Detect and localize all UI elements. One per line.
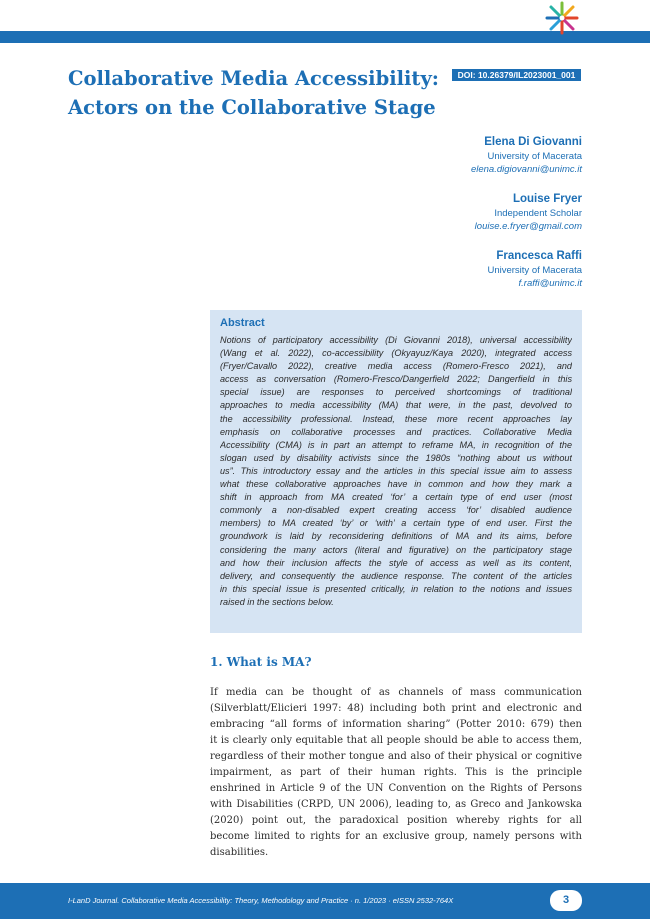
author-email-link[interactable]: f.raffi@unimc.it: [518, 278, 582, 289]
body-line: embracing “all forms of information sharing” (Potter 2010: 679) then: [210, 718, 582, 730]
abstract-line: raised in the sections below.: [220, 596, 334, 607]
abstract-line: delivery, and consequently the audience response. The content of the articles: [220, 570, 572, 581]
body-line: disabilities.: [210, 846, 269, 858]
author-affiliation: Independent Scholar: [494, 208, 582, 219]
abstract-line: what these collaborative approaches have in common and how they mark a: [220, 479, 572, 490]
abstract-line: in this special issue is presented critically, in relation to the notions and issues: [220, 583, 572, 594]
doi-badge: DOI: 10.26379/IL2023001_001: [452, 69, 581, 81]
body-line: (Silverblatt/Elicieri 1997: 48) including both print and electronic and: [210, 702, 582, 714]
author-name: Elena Di Giovanni: [484, 136, 582, 148]
author-name: Louise Fryer: [512, 193, 582, 205]
abstract-line: Notions of participatory accessibility (Di Giovanni 2018), universal accessibility: [220, 335, 572, 345]
abstract-line: (Fryer/Cavallo 2022), creative media access (Romero-Fresco 2021), and: [220, 361, 572, 372]
author-affiliation: University of Macerata: [487, 265, 582, 276]
page-number-badge: 3: [550, 890, 582, 911]
author-email-link[interactable]: elena.digiovanni@unimc.it: [470, 164, 582, 175]
author-name: Francesca Raffi: [496, 250, 582, 262]
abstract-line: emphasis on collaborative processes and practices. Collaborative Media: [220, 426, 572, 437]
author-email-link[interactable]: louise.e.fryer@gmail.com: [474, 221, 582, 232]
title-line: Actors on the Collaborative Stage: [68, 96, 436, 119]
author-list: [282, 134, 582, 305]
abstract-line: us”. This introductory essay and the articles in this special issue aim to assess: [220, 465, 572, 476]
abstract-line: access as conversation (Romero-Fresco/Dangerfield 2022; Dangerfield in this: [220, 374, 572, 385]
author-block: [282, 248, 582, 290]
body-line: enshrined in Article 9 of the UN Convention on the Rights of Persons: [210, 782, 582, 794]
section-body: [210, 685, 582, 860]
abstract-line: commonly a non-disabled expert creating access ‘for’ disabled audience: [220, 505, 572, 516]
body-line: with Disabilities (CRPD, UN 2006), leading to, as Greco and Jankowska: [210, 798, 582, 810]
abstract-line: shift in approach from MA created ‘for’ a certain type of end user (most: [220, 492, 572, 503]
section-heading: 1. What is MA?: [210, 655, 312, 669]
body-line: impairment, as part of their human rights. This is the principle: [210, 766, 582, 778]
abstract-line: groundwork is laid by reconsidering definitions of MA and its aims, before: [220, 531, 572, 542]
abstract-line: considering the many actors (literal and figurative) on the participatory stage: [220, 544, 572, 555]
abstract-line: and how their inclusion affects the style of access as well as its content,: [220, 557, 572, 568]
abstract-line: slogan used by disability activists since the 1980s “nothing about us without: [220, 452, 572, 463]
body-line: regardless of their mother tongue and also of their physical or cognitive: [210, 750, 582, 762]
article-title: [68, 64, 458, 122]
author-affiliation: University of Macerata: [487, 151, 582, 162]
abstract-line: approaches to media accessibility (MA) that were, in the past, devolved to: [220, 400, 572, 411]
abstract-heading: Abstract: [220, 317, 265, 329]
star-burst-logo-icon: [543, 0, 581, 36]
author-block: [282, 191, 582, 233]
abstract-line: Accessibility (CMA) is in part an attempt to reframe MA, in recognition of the: [220, 439, 572, 450]
body-line: (2020) point out, the paradoxical position whereby rights for all: [210, 814, 582, 826]
body-line: become limited to rights for an exclusive group, namely persons with: [210, 830, 582, 842]
body-line: it is clearly only equitable that all people should be able to access them,: [210, 734, 582, 746]
abstract-box: [210, 310, 582, 633]
author-block: [282, 134, 582, 176]
title-line: Collaborative Media Accessibility:: [68, 67, 439, 90]
abstract-line: the accessibility professional. Instead, these more recent approaches lay: [220, 413, 572, 424]
body-line: If media can be thought of as channels of mass communication: [210, 687, 582, 698]
footer-citation: I-LanD Journal. Collaborative Media Accessibility: Theory, Methodology and Practice · n. 1/2023 · eISSN 2532-764X: [68, 896, 454, 905]
abstract-line: special issue) are responses to perceived shortcomings of traditional: [220, 387, 572, 398]
abstract-line: members) to MA created ‘by’ or ‘with’ a certain type of end user. First the: [220, 518, 572, 529]
abstract-line: (Wang et al. 2022), co-accessibility (Okyayuz/Kaya 2020), integrated access: [220, 348, 572, 359]
